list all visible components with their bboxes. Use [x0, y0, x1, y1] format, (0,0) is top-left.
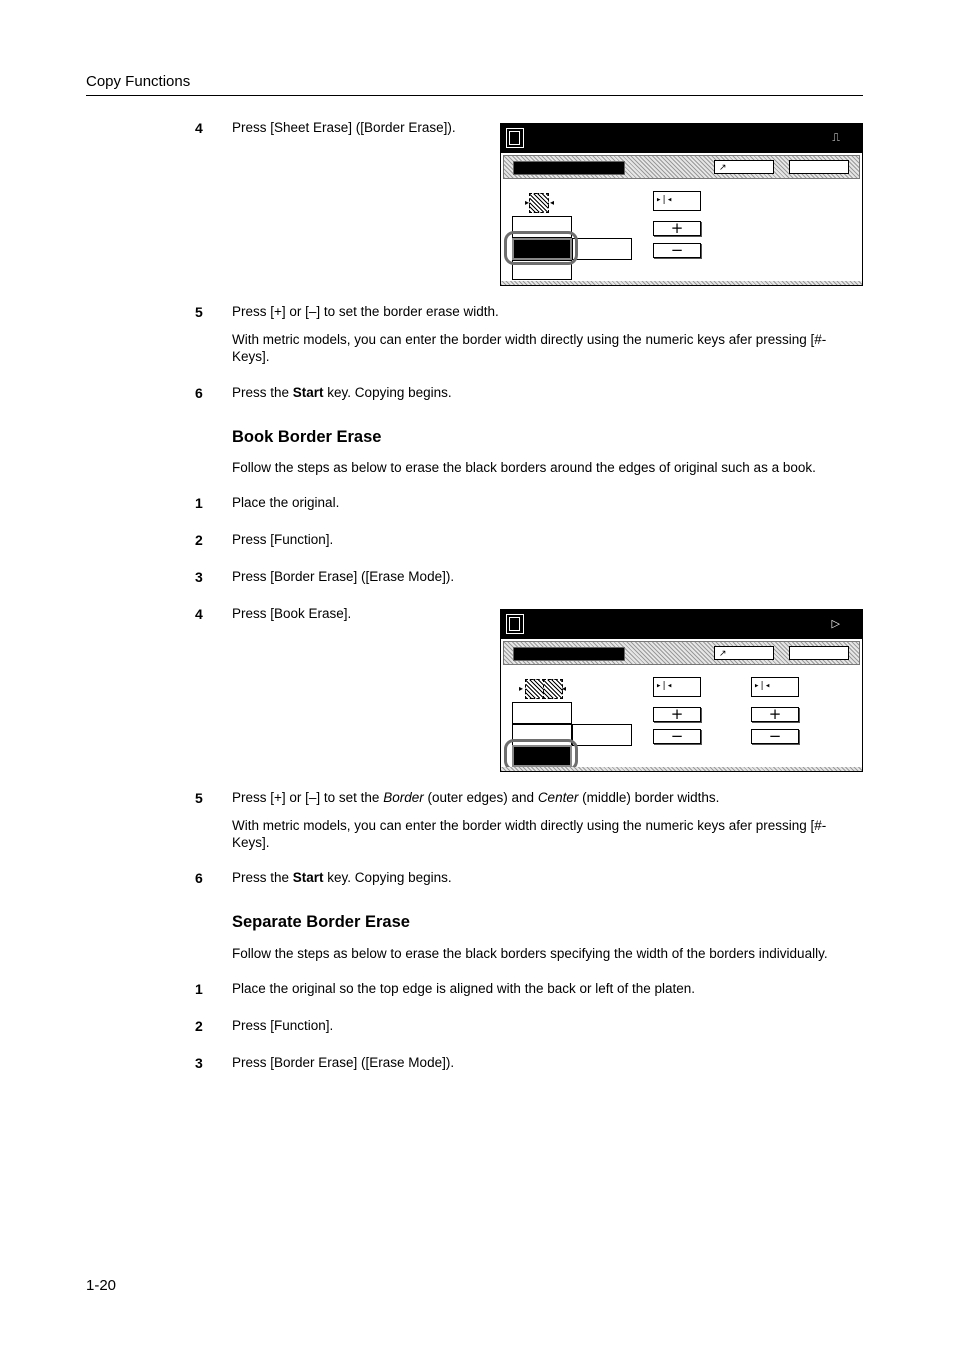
step-text: Press [Border Erase] ([Erase Mode]). [232, 1055, 455, 1070]
step-text [232, 384, 863, 401]
erase-mode-thumbnail [529, 193, 549, 213]
panel-title-bar [501, 124, 862, 153]
page-header-title: Copy Functions [86, 73, 191, 90]
section-heading-separate-border-erase: Separate Border Erase [232, 913, 410, 931]
step-note: With metric models, you can enter the border width directly using the numeric keys afer pressing [#-Keys]. [232, 818, 827, 850]
erase-option-button[interactable] [572, 238, 632, 260]
section-intro: Follow the steps as below to erase the black borders around the edges of original such as a book. [232, 460, 816, 475]
text-run: key. Copying begins. [323, 870, 452, 885]
step-text: Press [Book Erase]. [232, 606, 352, 621]
back-arrow-icon: ↗ [719, 162, 727, 172]
border-width-display [653, 677, 701, 697]
highlight-ring [504, 231, 578, 265]
step-note: With metric models, you can enter the border width directly using the numeric keys afer pressing [#-Keys]. [232, 332, 827, 364]
step-text: Place the original so the top edge is aligned with the back or left of the platen. [232, 981, 696, 996]
panel-book-erase [500, 609, 863, 772]
erase-width-icon: ▸|◂ [656, 195, 673, 205]
step-text: Place the original. [232, 495, 340, 510]
arrow-icon: ◂ [562, 684, 567, 693]
start-key-label: Start [292, 385, 324, 400]
document-icon [506, 128, 524, 148]
erase-option-button[interactable] [512, 702, 572, 724]
step-text: Press [Function]. [232, 532, 334, 547]
page-number: 1-20 [86, 1277, 117, 1294]
arrow-icon: ▸ [519, 684, 524, 693]
back-button[interactable] [714, 160, 774, 174]
text-run: Press [+] or [–] to set the [232, 790, 384, 805]
step-number: 3 [195, 1055, 203, 1071]
text-run-italic: Center [537, 790, 579, 805]
step-text [232, 789, 863, 806]
close-button[interactable] [789, 646, 849, 660]
step-number: 6 [195, 385, 203, 401]
step-number: 2 [195, 1018, 203, 1034]
center-plus-button[interactable]: + [751, 707, 799, 722]
panel-tab-row [503, 641, 860, 665]
plus-button[interactable]: + [653, 221, 701, 236]
step-number: 5 [195, 790, 203, 806]
document-icon [506, 614, 524, 634]
step-text: Press [Function]. [232, 1018, 334, 1033]
header-rule [86, 95, 863, 96]
arrow-icon: ▸ [525, 198, 530, 207]
start-key-label: Start [292, 870, 324, 885]
center-width-display [751, 677, 799, 697]
text-run: Press the [232, 870, 293, 885]
section-intro: Follow the steps as below to erase the black borders specifying the width of the borders individually. [232, 946, 828, 961]
erase-option-button[interactable] [572, 724, 632, 746]
step-number: 1 [195, 981, 203, 997]
minus-button[interactable]: − [653, 243, 701, 258]
panel-tab-active [513, 647, 625, 661]
arrow-icon: ◂ [550, 198, 555, 207]
text-run-italic: Border [383, 790, 424, 805]
text-run: key. Copying begins. [323, 385, 452, 400]
step-number: 2 [195, 532, 203, 548]
text-run: Press the [232, 385, 293, 400]
step-text [232, 869, 863, 886]
text-run: (middle) border widths. [578, 790, 720, 805]
panel-tab-row [503, 155, 860, 179]
back-arrow-icon: ↗ [719, 648, 727, 658]
step-number: 1 [195, 495, 203, 511]
status-icon: ▷ [831, 617, 840, 630]
panel-tab-active [513, 161, 625, 175]
border-minus-button[interactable]: − [653, 729, 701, 744]
erase-width-icon: ▸|◂ [754, 681, 771, 691]
panel-bottom-hatch [501, 281, 862, 285]
close-button[interactable] [789, 160, 849, 174]
step-number: 4 [195, 606, 203, 622]
border-plus-button[interactable]: + [653, 707, 701, 722]
border-width-display [653, 191, 701, 211]
step-text: Press [Border Erase] ([Erase Mode]). [232, 569, 455, 584]
center-minus-button[interactable]: − [751, 729, 799, 744]
text-run: (outer edges) and [423, 790, 538, 805]
status-icon: ⎍ [832, 131, 840, 144]
step-text: Press [Sheet Erase] ([Border Erase]). [232, 120, 456, 135]
back-button[interactable] [714, 646, 774, 660]
panel-title-bar [501, 610, 862, 639]
step-text: Press [+] or [–] to set the border erase width. [232, 304, 499, 319]
step-number: 3 [195, 569, 203, 585]
step-number: 6 [195, 870, 203, 886]
panel-sheet-erase [500, 123, 863, 286]
step-number: 4 [195, 120, 203, 136]
erase-width-icon: ▸|◂ [656, 681, 673, 691]
erase-mode-thumbnail [543, 679, 563, 699]
step-number: 5 [195, 304, 203, 320]
panel-bottom-hatch [501, 767, 862, 771]
section-heading-book-border-erase: Book Border Erase [232, 428, 382, 446]
erase-mode-thumbnail [525, 679, 545, 699]
